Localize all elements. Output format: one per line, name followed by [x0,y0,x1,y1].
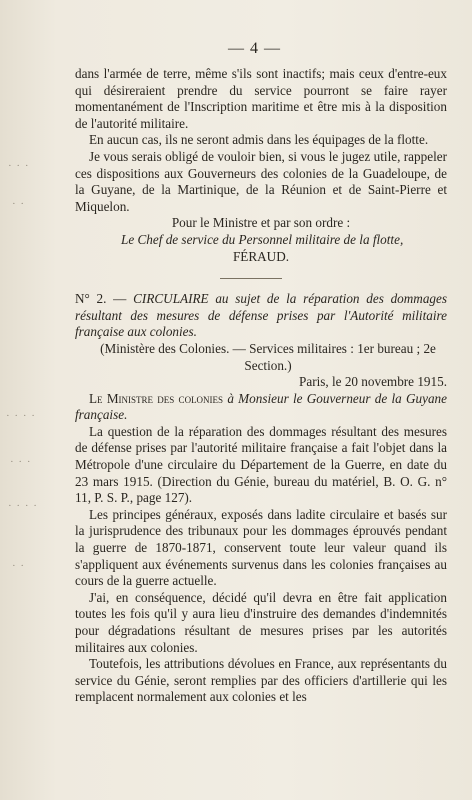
margin-bleed-mark: · · · [10,456,32,468]
margin-bleed-mark: · · · · [8,500,38,512]
paragraph-request: Je vous serais obligé de vouloir bien, si vous le jugez utile, rappeler ces dispositions aux Gouverneurs des colonies de la Guadeloupe, de la Guyane, de la Martinique, de la Réunion et de Saint-Pierre et Miquelon. [75,148,447,214]
circular-number: N° 2. — [75,291,127,307]
body-paragraph-1: La question de la réparation des dommages résultant des mesures de défense prises par l'autorité militaire française a fait l'objet dans la Métropole d'une circulaire du Département de la Guerre, en date du 23 mars 1915. (Direction du Génie, bureau du matériel, B. O. G. n° 11, P. S. P., page 127). [75,423,447,506]
circular-title [75,291,447,341]
paragraph-fleet: En aucun cas, ils ne seront admis dans les équipages de la flotte. [89,132,429,148]
addressee-minister: Le Ministre des colonies [89,390,224,406]
document-text [75,66,447,706]
circular-source-note: (Ministère des Colonies. — Services militaires : 1er bureau ; 2e Section.) [100,340,436,373]
margin-bleed-mark: · · [12,560,26,572]
section-divider [220,278,282,279]
signature-name: FÉRAUD. [232,248,290,264]
addressee-governor: à Monsieur le Gouverneur de la Guyane française. [75,390,447,423]
signature-title: Le Chef de service du Personnel militaire de la flotte, [121,231,404,247]
body-paragraph-4: Toutefois, les attributions dévolues en France, aux représentants du service du Génie, seront remplies par des officiers d'artillerie qui les remplacent normalement aux colonies et les [75,656,447,705]
margin-bleed-mark: · · · [8,160,30,172]
page-number: — 4 — [228,40,281,57]
circular-subject: CIRCULAIRE au sujet de la réparation des dommages résultant des mesures de défense prises par l'Autorité militaire française aux colonies. [75,291,447,340]
body-paragraph-3: J'ai, en conséquence, décidé qu'il devra en être fait application toutes les fois qu'il y aura lieu d'instruire des demandes d'indemnités pour dégradations résultant de mesures prises par les autorités militaires aux colonies. [75,589,447,655]
body-paragraph-2: Les principes généraux, exposés dans ladite circulaire et basés sur la jurisprudence des tribunaux pour les dommages éprouvés pendant la guerre de 1870-1871, conservent toute leur valeur quand ils s'appliquent aux événements survenus dans les colonies françaises au cours de la guerre actuelle. [75,506,447,589]
circular-addressee [75,391,447,424]
circular-date: Paris, le 20 novembre 1915. [299,374,447,390]
margin-bleed-mark: · · [12,198,26,210]
signature-line: Pour le Ministre et par son ordre : [171,215,351,231]
margin-bleed-mark: · · · · [6,410,36,422]
paragraph-army: dans l'armée de terre, même s'ils sont inactifs; mais ceux d'entre-eux qui désireraient prendre du service pourront se faire rayer momentanément de l'Inscription maritime et être mis à la disposition de l'autorité militaire. [75,66,447,131]
